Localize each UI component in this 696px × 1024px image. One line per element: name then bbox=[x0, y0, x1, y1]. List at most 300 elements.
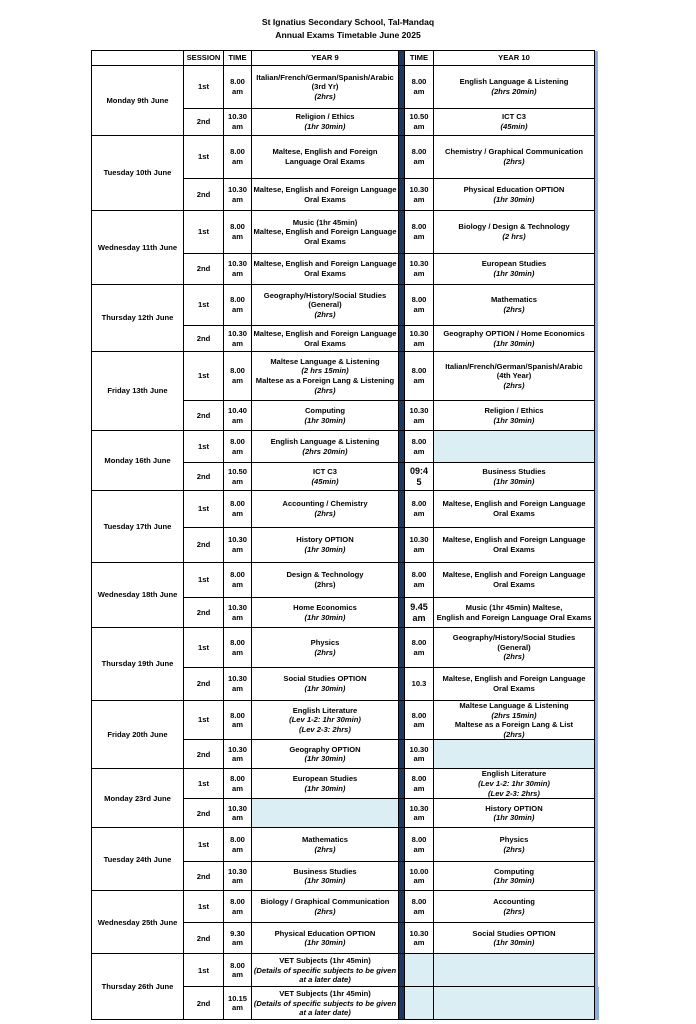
time-line: 10.00 bbox=[409, 866, 429, 876]
time-cell-year10 bbox=[405, 463, 434, 491]
time-cell-year9 bbox=[224, 701, 252, 740]
time-cell-year10 bbox=[405, 431, 434, 463]
time-line: 8.00 bbox=[230, 897, 245, 907]
right-edge-bar bbox=[595, 987, 599, 1020]
exam-duration: (2hrs 20min) bbox=[491, 87, 537, 96]
time-line: 9.45 bbox=[410, 601, 428, 612]
time-line: am bbox=[413, 754, 425, 764]
time-line: am bbox=[232, 906, 243, 916]
session-cell: 2nd bbox=[184, 598, 224, 628]
exam-duration: (2hrs) bbox=[314, 309, 336, 319]
year10-exam-cell bbox=[434, 923, 595, 954]
exam-timetable bbox=[91, 50, 599, 1020]
exam-duration: (2hrs 15min) bbox=[491, 710, 537, 720]
right-edge-bar bbox=[595, 326, 599, 352]
exam-duration: at a later date) bbox=[299, 1008, 351, 1018]
right-edge-bar bbox=[595, 431, 599, 463]
exam-duration: (1hr 30min) bbox=[493, 194, 535, 204]
exam-subject: English Literature bbox=[481, 769, 547, 779]
exam-subject: Geography/History/Social Studies bbox=[263, 290, 387, 300]
time-line: am bbox=[232, 194, 243, 204]
time-line: am bbox=[232, 876, 243, 886]
day-cell: Tuesday 24th June bbox=[92, 828, 184, 891]
year9-exam-cell bbox=[252, 740, 399, 769]
exam-subject: Oral Exams bbox=[493, 684, 535, 693]
session-cell: 2nd bbox=[184, 463, 224, 491]
header-row bbox=[92, 51, 599, 66]
session-cell: 2nd bbox=[184, 254, 224, 285]
right-edge-bar bbox=[595, 954, 599, 987]
exam-subject: Accounting / Chemistry bbox=[282, 499, 368, 509]
exam-subject: Design & Technology bbox=[286, 570, 364, 580]
time-line: 10.30 bbox=[227, 866, 247, 876]
exam-duration: (2hrs) bbox=[503, 157, 525, 166]
year10-exam-cell bbox=[434, 431, 595, 463]
time-cell-year9 bbox=[224, 109, 252, 136]
exam-subject: Maltese, English and Foreign Language bbox=[253, 227, 397, 237]
year9-exam-cell bbox=[252, 799, 399, 828]
session-cell: 1st bbox=[184, 954, 224, 987]
timetable-body bbox=[92, 66, 599, 1020]
time-line: am bbox=[413, 938, 425, 948]
exam-subject: Maltese Language & Listening bbox=[459, 701, 569, 710]
time-cell-year10 bbox=[405, 285, 434, 326]
time-line: 8.00 bbox=[230, 222, 245, 232]
time-cell-year9 bbox=[224, 401, 252, 431]
time-header-year10: TIME bbox=[405, 51, 434, 66]
time-cell-year9 bbox=[224, 326, 252, 352]
exam-duration: (1hr 30min) bbox=[493, 338, 535, 348]
time-line: 10.40 bbox=[227, 405, 247, 415]
time-line: 8.00 bbox=[230, 570, 245, 580]
exam-subject: Oral Exams bbox=[304, 269, 346, 278]
session-cell: 2nd bbox=[184, 109, 224, 136]
day-cell: Thursday 12th June bbox=[92, 285, 184, 352]
session-cell: 1st bbox=[184, 211, 224, 254]
exam-duration: (1hr 30min) bbox=[493, 415, 535, 425]
time-cell-year9 bbox=[224, 179, 252, 211]
exam-subject: Computing bbox=[304, 405, 346, 415]
time-line: am bbox=[232, 305, 243, 314]
exam-duration: (2hrs) bbox=[503, 380, 525, 390]
time-cell-year10 bbox=[405, 828, 434, 862]
time-line: 9.30 bbox=[230, 928, 245, 938]
day-cell: Monday 16th June bbox=[92, 431, 184, 491]
session-cell: 1st bbox=[184, 491, 224, 528]
time-line: am bbox=[413, 813, 425, 823]
exam-subject: ICT C3 bbox=[312, 466, 338, 476]
exam-duration: (Lev 2-3: 2hrs) bbox=[488, 788, 540, 798]
year9-exam-cell bbox=[252, 211, 399, 254]
exam-subject: Religion / Ethics bbox=[295, 112, 355, 122]
year10-exam-cell bbox=[434, 179, 595, 211]
session-cell: 2nd bbox=[184, 923, 224, 954]
time-line: am bbox=[232, 376, 243, 385]
time-line: 8.00 bbox=[411, 774, 427, 784]
year9-exam-cell bbox=[252, 954, 399, 987]
exam-subject: Oral Exams bbox=[304, 236, 346, 246]
time-line: 10.30 bbox=[409, 259, 429, 269]
time-cell-year10 bbox=[405, 352, 434, 401]
session-cell: 2nd bbox=[184, 799, 224, 828]
time-cell-year9 bbox=[224, 987, 252, 1020]
exam-subject: (3rd Yr) bbox=[311, 82, 339, 92]
table-row bbox=[92, 828, 599, 862]
day-cell: Tuesday 17th June bbox=[92, 491, 184, 563]
time-line: am bbox=[413, 906, 425, 916]
exam-subject: Mathematics bbox=[490, 295, 537, 305]
year10-exam-cell bbox=[434, 528, 595, 563]
day-cell: Friday 13th June bbox=[92, 352, 184, 431]
exam-subject: European Studies bbox=[292, 774, 358, 784]
exam-duration: (2hrs) bbox=[503, 729, 525, 739]
exam-subject: Maltese, English and Foreign Language bbox=[442, 499, 586, 509]
exam-duration: (2hrs) bbox=[314, 509, 336, 518]
year9-exam-cell bbox=[252, 668, 399, 701]
time-cell-year9 bbox=[224, 285, 252, 326]
exam-subject: Mathematics bbox=[301, 835, 348, 845]
year10-exam-cell bbox=[434, 326, 595, 352]
year9-exam-cell bbox=[252, 179, 399, 211]
time-cell-year10 bbox=[405, 668, 434, 701]
time-cell-year9 bbox=[224, 211, 252, 254]
time-line: 10.30 bbox=[409, 535, 429, 545]
year10-exam-cell bbox=[434, 740, 595, 769]
time-line: 8.00 bbox=[411, 222, 427, 232]
exam-duration: (1hr 30min) bbox=[493, 938, 535, 948]
time-cell-year9 bbox=[224, 668, 252, 701]
right-edge-bar bbox=[595, 179, 599, 211]
time-line: am bbox=[232, 157, 243, 166]
time-line: 8.00 bbox=[411, 835, 427, 845]
exam-duration: (2hrs) bbox=[314, 906, 336, 916]
year10-exam-cell bbox=[434, 211, 595, 254]
time-cell-year9 bbox=[224, 491, 252, 528]
session-header: SESSION bbox=[184, 51, 224, 66]
time-cell-year9 bbox=[224, 628, 252, 668]
year10-exam-cell bbox=[434, 668, 595, 701]
time-line: am bbox=[413, 446, 425, 456]
time-cell-year9 bbox=[224, 828, 252, 862]
time-cell-year9 bbox=[224, 254, 252, 285]
day-cell: Wednesday 25th June bbox=[92, 891, 184, 954]
time-cell-year9 bbox=[224, 954, 252, 987]
session-cell: 2nd bbox=[184, 987, 224, 1020]
exam-subject: Geography OPTION bbox=[289, 744, 361, 754]
session-cell: 2nd bbox=[184, 740, 224, 769]
time-line: am bbox=[232, 338, 243, 348]
time-line: 8.00 bbox=[411, 637, 427, 647]
day-cell: Tuesday 10th June bbox=[92, 136, 184, 211]
exam-subject: Maltese, English and Foreign bbox=[272, 147, 378, 157]
year9-exam-cell bbox=[252, 628, 399, 668]
table-row bbox=[92, 628, 599, 668]
time-cell-year9 bbox=[224, 598, 252, 628]
time-cell-year9 bbox=[224, 528, 252, 563]
exam-subject: Physics bbox=[310, 637, 340, 647]
right-edge-bar bbox=[595, 463, 599, 491]
time-cell-year10 bbox=[405, 528, 434, 563]
exam-subject: Oral Exams bbox=[493, 545, 535, 554]
time-line: am bbox=[413, 545, 425, 554]
right-edge-bar bbox=[595, 668, 599, 701]
time-line: am bbox=[232, 476, 243, 486]
year9-exam-cell bbox=[252, 862, 399, 891]
exam-duration: (2hrs) bbox=[314, 91, 336, 101]
session-cell: 2nd bbox=[184, 668, 224, 701]
time-line: am bbox=[413, 269, 425, 278]
right-edge-bar bbox=[595, 136, 599, 179]
exam-subject: Oral Exams bbox=[493, 580, 535, 589]
table-row bbox=[92, 954, 599, 987]
exam-duration: (Lev 2-3: 2hrs) bbox=[299, 724, 351, 734]
time-line: am bbox=[413, 122, 425, 131]
exam-subject: Maltese, English and Foreign Language bbox=[442, 535, 586, 545]
year10-exam-cell bbox=[434, 769, 595, 799]
time-cell-year10 bbox=[405, 491, 434, 528]
session-cell: 1st bbox=[184, 769, 224, 799]
right-edge-bar bbox=[595, 109, 599, 136]
year9-exam-cell bbox=[252, 285, 399, 326]
year10-exam-cell bbox=[434, 891, 595, 923]
exam-subject: Maltese Language & Listening bbox=[270, 356, 380, 366]
time-line: am bbox=[413, 157, 425, 166]
right-edge-bar bbox=[595, 769, 599, 799]
time-line: 09:4 bbox=[409, 465, 428, 476]
exam-subject: Maltese, English and Foreign Language bbox=[253, 184, 397, 194]
time-cell-year9 bbox=[224, 352, 252, 401]
exam-subject: Geography/History/Social Studies bbox=[452, 633, 576, 643]
time-line: 8.00 bbox=[230, 366, 245, 376]
time-cell-year10 bbox=[405, 401, 434, 431]
exam-duration: (1hr 30min) bbox=[493, 876, 535, 886]
time-line: am bbox=[413, 509, 425, 518]
time-line: 8.00 bbox=[230, 960, 245, 970]
time-line: 8.00 bbox=[230, 710, 245, 720]
time-line: 10.15 bbox=[227, 993, 247, 1003]
time-line: am bbox=[232, 612, 243, 622]
time-cell-year9 bbox=[224, 463, 252, 491]
time-cell-year10 bbox=[405, 598, 434, 628]
right-edge-bar bbox=[595, 862, 599, 891]
time-line: 10.30 bbox=[227, 535, 247, 545]
exam-subject: Music (1hr 45min) Maltese, bbox=[465, 602, 563, 612]
time-cell-year9 bbox=[224, 862, 252, 891]
year9-exam-cell bbox=[252, 491, 399, 528]
year9-exam-cell bbox=[252, 828, 399, 862]
exam-subject: Oral Exams bbox=[304, 194, 346, 204]
exam-subject: Business Studies bbox=[482, 466, 546, 476]
exam-subject: English Literature bbox=[292, 705, 358, 715]
year10-exam-cell bbox=[434, 954, 595, 987]
year10-exam-cell bbox=[434, 66, 595, 109]
time-line: 8.00 bbox=[411, 295, 427, 305]
year10-exam-cell bbox=[434, 987, 595, 1020]
time-line: 8.00 bbox=[230, 774, 245, 784]
year9-exam-cell bbox=[252, 352, 399, 401]
exam-subject: Maltese as a Foreign Lang & Listening bbox=[255, 376, 395, 385]
time-line: am bbox=[232, 938, 243, 948]
year9-exam-cell bbox=[252, 598, 399, 628]
day-cell: Thursday 26th June bbox=[92, 954, 184, 1020]
right-edge-bar bbox=[595, 352, 599, 401]
exam-subject: Computing bbox=[493, 866, 535, 876]
year9-exam-cell bbox=[252, 326, 399, 352]
time-cell-year9 bbox=[224, 431, 252, 463]
year10-exam-cell bbox=[434, 352, 595, 401]
time-line: am bbox=[232, 232, 243, 241]
year9-exam-cell bbox=[252, 66, 399, 109]
exam-duration: (2hrs) bbox=[314, 647, 336, 657]
right-edge-bar bbox=[595, 799, 599, 828]
year10-exam-cell bbox=[434, 254, 595, 285]
exam-duration: (45min) bbox=[311, 476, 339, 486]
right-edge-bar bbox=[595, 701, 599, 740]
time-cell-year10 bbox=[405, 563, 434, 598]
year9-exam-cell bbox=[252, 109, 399, 136]
exam-subject: Business Studies bbox=[293, 866, 357, 876]
school-title: St Ignatius Secondary School, Tal-Ħandaq bbox=[261, 17, 435, 27]
right-edge-bar bbox=[595, 563, 599, 598]
exam-subject: Oral Exams bbox=[493, 509, 535, 518]
time-line: 10.3 bbox=[411, 679, 427, 689]
time-line: 10.50 bbox=[227, 466, 247, 476]
exam-duration: (2hrs) bbox=[503, 844, 525, 854]
time-line: 8.00 bbox=[230, 147, 245, 157]
time-line: am bbox=[232, 415, 243, 425]
day-cell: Thursday 19th June bbox=[92, 628, 184, 701]
time-cell-year9 bbox=[224, 563, 252, 598]
session-cell: 2nd bbox=[184, 326, 224, 352]
table-row bbox=[92, 491, 599, 528]
time-line: am bbox=[413, 232, 425, 241]
year9-exam-cell bbox=[252, 987, 399, 1020]
right-edge-bar bbox=[595, 51, 599, 66]
exam-subject: Geography OPTION / Home Economics bbox=[443, 328, 585, 338]
time-cell-year10 bbox=[405, 862, 434, 891]
time-line: 8.00 bbox=[230, 295, 245, 305]
time-line: am bbox=[413, 720, 425, 730]
right-edge-bar bbox=[595, 598, 599, 628]
time-cell-year9 bbox=[224, 891, 252, 923]
time-cell-year9 bbox=[224, 923, 252, 954]
time-cell-year10 bbox=[405, 254, 434, 285]
exam-subject: Physics bbox=[499, 835, 529, 845]
time-line: 10.30 bbox=[227, 674, 247, 684]
session-cell: 2nd bbox=[184, 401, 224, 431]
exam-duration: (Details of specific subjects to be given bbox=[253, 965, 397, 975]
exam-subject: Oral Exams bbox=[304, 338, 346, 348]
right-edge-bar bbox=[595, 211, 599, 254]
right-edge-bar bbox=[595, 740, 599, 769]
exam-duration: (2hrs 20min) bbox=[302, 446, 348, 456]
exam-duration: (2hrs) bbox=[503, 652, 525, 662]
exam-duration: (Lev 1-2: 1hr 30min) bbox=[289, 715, 361, 725]
time-header-year9: TIME bbox=[224, 51, 252, 66]
year10-exam-cell bbox=[434, 563, 595, 598]
table-row bbox=[92, 431, 599, 463]
exam-duration: (1hr 30min) bbox=[304, 612, 346, 622]
day-cell: Friday 20th June bbox=[92, 701, 184, 769]
day-cell: Wednesday 11th June bbox=[92, 211, 184, 285]
year9-exam-cell bbox=[252, 528, 399, 563]
year9-exam-cell bbox=[252, 136, 399, 179]
table-row bbox=[92, 891, 599, 923]
time-line: am bbox=[413, 194, 425, 204]
time-line: am bbox=[413, 376, 425, 385]
session-cell: 2nd bbox=[184, 179, 224, 211]
year10-exam-cell bbox=[434, 628, 595, 668]
exam-subject: History OPTION bbox=[485, 803, 543, 813]
exam-subject: Language Oral Exams bbox=[285, 157, 365, 166]
session-cell: 1st bbox=[184, 563, 224, 598]
year9-header: YEAR 9 bbox=[252, 51, 399, 66]
time-line: 8.00 bbox=[411, 570, 427, 580]
exam-duration: (1hr 30min) bbox=[304, 415, 346, 425]
time-line: 8.00 bbox=[411, 710, 427, 720]
time-line: 10.30 bbox=[227, 744, 247, 754]
time-line: am bbox=[232, 970, 243, 980]
exam-duration: (1hr 30min) bbox=[304, 122, 346, 131]
table-row bbox=[92, 285, 599, 326]
right-edge-bar bbox=[595, 254, 599, 285]
time-line: am bbox=[232, 684, 243, 693]
exam-subject: (4th Year) bbox=[496, 371, 532, 381]
time-cell-year9 bbox=[224, 799, 252, 828]
time-line: am bbox=[413, 305, 425, 314]
time-line: 8.00 bbox=[411, 366, 427, 376]
exam-subject: Italian/French/German/Spanish/Arabic bbox=[445, 361, 583, 371]
time-line: 10.30 bbox=[227, 328, 247, 338]
year10-exam-cell bbox=[434, 285, 595, 326]
time-line: 10.30 bbox=[409, 744, 429, 754]
exam-subject: (2hrs) bbox=[314, 580, 336, 589]
time-cell-year10 bbox=[405, 628, 434, 668]
time-cell-year10 bbox=[405, 211, 434, 254]
table-row bbox=[92, 769, 599, 799]
time-line: am bbox=[413, 580, 425, 589]
time-line: am bbox=[232, 545, 243, 554]
table-row bbox=[92, 66, 599, 109]
exam-subject: Italian/French/German/Spanish/Arabic bbox=[256, 72, 394, 82]
year9-exam-cell bbox=[252, 401, 399, 431]
time-cell-year10 bbox=[405, 799, 434, 828]
right-edge-bar bbox=[595, 285, 599, 326]
exam-subject: ICT C3 bbox=[501, 112, 527, 122]
session-cell: 1st bbox=[184, 701, 224, 740]
exam-duration: (2 hrs 15min) bbox=[301, 366, 349, 376]
exam-subject: Maltese, English and Foreign Language bbox=[253, 328, 397, 338]
exam-duration: (1hr 30min) bbox=[304, 754, 346, 764]
exam-subject: VET Subjects (1hr 45min) bbox=[279, 988, 371, 998]
right-edge-bar bbox=[595, 828, 599, 862]
year9-exam-cell bbox=[252, 563, 399, 598]
time-line: 8.00 bbox=[411, 77, 427, 87]
time-line: 8.00 bbox=[230, 436, 245, 446]
exam-subject: Social Studies OPTION bbox=[283, 674, 367, 684]
time-line: 8.00 bbox=[230, 637, 245, 647]
time-line: 8.00 bbox=[411, 147, 427, 157]
time-cell-year10 bbox=[405, 136, 434, 179]
exam-duration: (2hrs) bbox=[314, 385, 336, 395]
year10-exam-cell bbox=[434, 401, 595, 431]
time-line: am bbox=[232, 122, 243, 131]
session-cell: 1st bbox=[184, 628, 224, 668]
time-line: 10.30 bbox=[227, 803, 247, 813]
time-line: am bbox=[232, 269, 243, 278]
time-cell-year10 bbox=[405, 179, 434, 211]
time-line: 8.00 bbox=[230, 77, 245, 87]
